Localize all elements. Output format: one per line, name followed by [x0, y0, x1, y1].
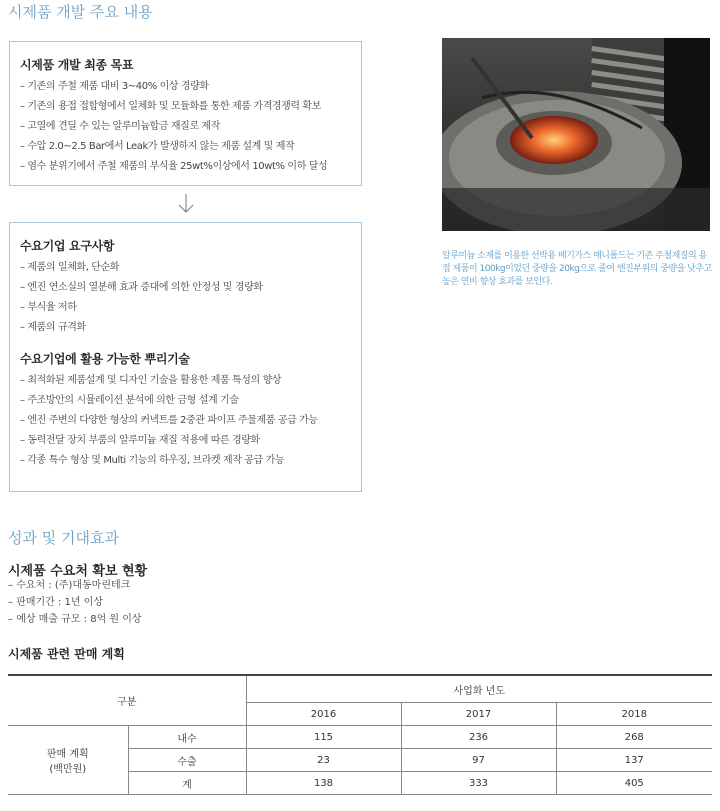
table-cell: 23: [246, 749, 401, 772]
demand-list: [8, 580, 142, 631]
sales-plan-table: [8, 674, 712, 795]
list-item: – 수요처 : (주)대동마린테크: [8, 580, 142, 592]
list-item: – 고열에 견딜 수 있는 알루미늄합금 재질로 제작: [20, 121, 351, 133]
root-tech-heading: 수요기업에 활용 가능한 뿌리기술: [20, 352, 190, 366]
table-header-year-group: 사업화 년도: [246, 675, 712, 703]
photo-caption: 알루미늄 소재를 이용한 선박용 배기가스 매니폴드는 기존 주철재질의 용접 제품이 100kg이었던 중량을 20kg으로 줄여 엔진부위의 중량을 낮추고 높은 연비 향상 효과를 보인다.: [442, 251, 712, 287]
list-item: – 예상 매출 규모 : 8억 원 이상: [8, 614, 142, 626]
goal-heading: 시제품 개발 최종 목표: [20, 58, 134, 72]
table-header-category: 구분: [8, 675, 246, 726]
list-item: – 수압 2.0~2.5 Bar에서 Leak가 발생하지 않는 제품 설계 및 제작: [20, 141, 351, 153]
sales-plan-heading: 시제품 관련 판매 계획: [8, 647, 125, 661]
arrow-down-icon: [176, 192, 196, 216]
goal-box: [9, 41, 362, 186]
requirements-heading: 수요기업 요구사항: [20, 239, 115, 253]
table-cell: 405: [556, 772, 712, 795]
table-cell: 138: [246, 772, 401, 795]
table-cell: 333: [401, 772, 556, 795]
casting-furnace-photo: [442, 38, 710, 231]
goal-list: [20, 81, 351, 173]
row-group-label: [8, 726, 128, 795]
list-item: – 동력전달 장치 부품의 알루미늄 재질 적용에 따른 경량화: [20, 435, 351, 447]
table-header-year: 2018: [556, 703, 712, 726]
table-row: [8, 726, 712, 749]
row-label: 내수: [128, 726, 246, 749]
list-item: – 엔진 연소실의 열분해 효과 증대에 의한 안정성 및 경량화: [20, 282, 351, 294]
list-item: – 제품의 일체화, 단순화: [20, 262, 351, 274]
demand-heading: 시제품 수요처 확보 현황: [8, 564, 148, 579]
list-item: – 부식율 저하: [20, 302, 351, 314]
list-item: – 제품의 규격화: [20, 322, 351, 334]
section-title-results: 성과 및 기대효과: [8, 529, 119, 547]
table-cell: 97: [401, 749, 556, 772]
list-item: – 주조방안의 시뮬레이션 분석에 의한 금형 설계 기술: [20, 395, 351, 407]
list-item: – 염수 분위기에서 주철 제품의 부식율 25wt%이상에서 10wt% 이하 달성: [20, 161, 351, 173]
table-header-year: 2017: [401, 703, 556, 726]
list-item: – 최적화된 제품설계 및 디자인 기술을 활용한 제품 특성의 향상: [20, 375, 351, 387]
list-item: – 기존의 용접 접합형에서 일체화 및 모듈화를 통한 제품 가격경쟁력 확보: [20, 101, 351, 113]
requirements-list: [20, 262, 351, 334]
list-item: – 엔진 주변의 다양한 형상의 커넥트를 2중관 파이프 주물제품 공급 가능: [20, 415, 351, 427]
row-label: 계: [128, 772, 246, 795]
table-cell: 268: [556, 726, 712, 749]
table-header-year: 2016: [246, 703, 401, 726]
requirements-box: [9, 222, 362, 492]
root-tech-list: [20, 375, 351, 467]
row-group-label-line2: (백만원): [49, 764, 87, 775]
list-item: – 각종 특수 형상 및 Multi 기능의 하우징, 브라켓 제작 공급 가능: [20, 455, 351, 467]
row-group-label-line1: 판매 계획: [46, 749, 89, 760]
list-item: – 기존의 주철 제품 대비 3~40% 이상 경량화: [20, 81, 351, 93]
table-cell: 137: [556, 749, 712, 772]
section-title-development: 시제품 개발 주요 내용: [8, 3, 153, 21]
row-label: 수출: [128, 749, 246, 772]
table-cell: 115: [246, 726, 401, 749]
table-cell: 236: [401, 726, 556, 749]
list-item: – 판매기간 : 1년 이상: [8, 597, 142, 609]
